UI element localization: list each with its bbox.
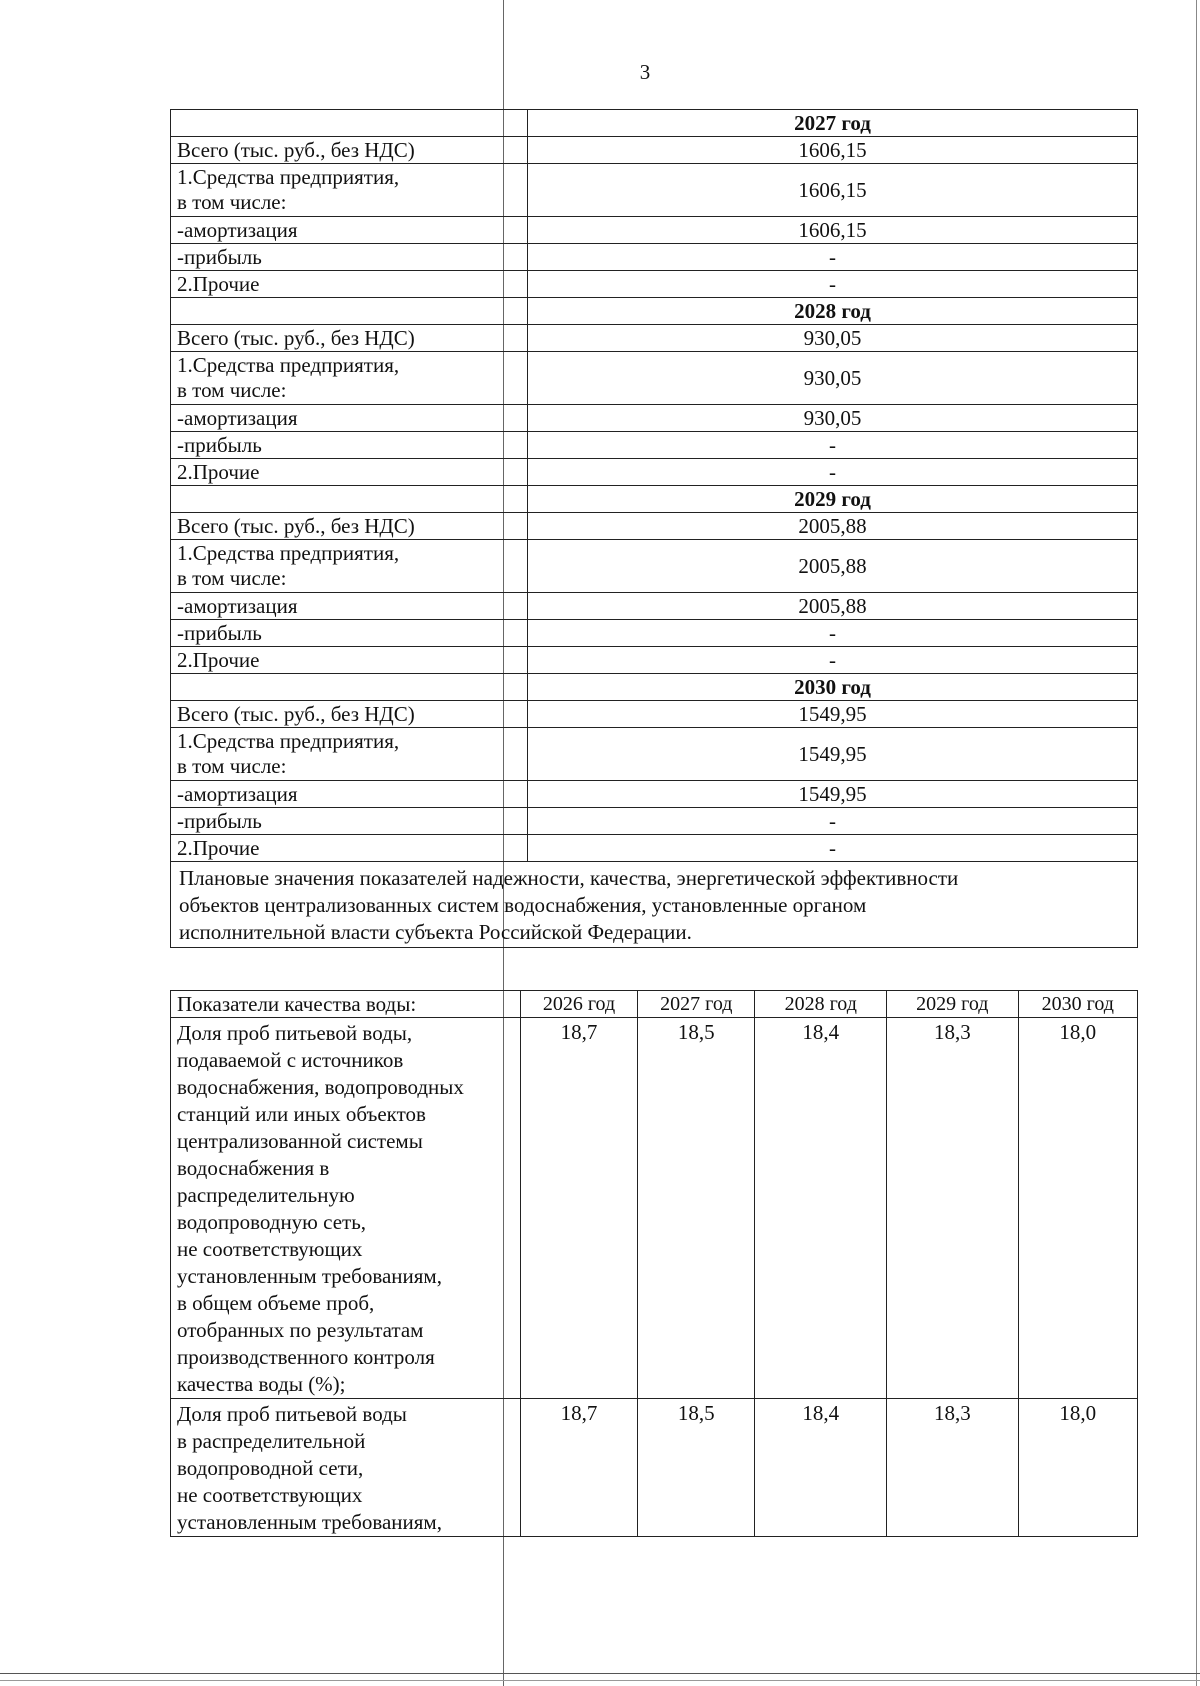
year-header-row [171, 486, 1138, 513]
financing-label-line: -амортизация [177, 217, 298, 242]
financing-value: - [528, 808, 1138, 835]
financing-row [171, 325, 1138, 352]
note-line: исполнительной власти субъекта Российской Федерации. [179, 920, 692, 944]
financing-row [171, 271, 1138, 298]
financing-label [171, 164, 528, 217]
financing-label [171, 593, 528, 620]
quality-value: 18,3 [887, 1399, 1019, 1537]
financing-label-line: 2.Прочие [177, 271, 260, 296]
financing-label [171, 808, 528, 835]
financing-row [171, 459, 1138, 486]
financing-value: - [528, 620, 1138, 647]
financing-table [170, 109, 1138, 948]
financing-label-line: -амортизация [177, 405, 298, 430]
financing-value: - [528, 647, 1138, 674]
financing-row [171, 835, 1138, 862]
financing-value: 2005,88 [528, 593, 1138, 620]
quality-value: 18,7 [520, 1018, 637, 1399]
financing-row [171, 701, 1138, 728]
financing-label-line: Всего (тыс. руб., без НДС) [177, 137, 415, 162]
year-header-blank [171, 298, 528, 325]
financing-value: - [528, 459, 1138, 486]
financing-label [171, 352, 528, 405]
quality-description-line: водоснабжения в [177, 1156, 330, 1180]
financing-row [171, 808, 1138, 835]
quality-description [171, 1399, 521, 1537]
financing-label [171, 459, 528, 486]
note-row [171, 862, 1138, 948]
financing-value: 930,05 [528, 352, 1138, 405]
year-header-blank [171, 674, 528, 701]
financing-row [171, 244, 1138, 271]
financing-row [171, 620, 1138, 647]
quality-year-header: 2026 год [520, 991, 637, 1018]
financing-value: 1549,95 [528, 781, 1138, 808]
quality-description [171, 1018, 521, 1399]
year-header-row [171, 298, 1138, 325]
financing-row [171, 164, 1138, 217]
financing-label-line: 1.Средства предприятия, [177, 165, 400, 189]
quality-description-line: производственного контроля [177, 1345, 435, 1369]
financing-label [171, 701, 528, 728]
quality-year-header: 2027 год [638, 991, 755, 1018]
financing-label [171, 271, 528, 298]
quality-value: 18,0 [1018, 1399, 1137, 1537]
financing-value: 2005,88 [528, 513, 1138, 540]
financing-label-line: 1.Средства предприятия, [177, 541, 400, 565]
quality-value: 18,4 [755, 1399, 887, 1537]
year-header: 2027 год [528, 110, 1138, 137]
quality-description-line: не соответствующих [177, 1483, 363, 1507]
financing-value: 930,05 [528, 405, 1138, 432]
financing-value: - [528, 244, 1138, 271]
financing-label-line: 2.Прочие [177, 459, 260, 484]
financing-label-line: в том числе: [177, 754, 287, 778]
financing-label-line: в том числе: [177, 566, 287, 590]
financing-label-line: 2.Прочие [177, 647, 260, 672]
financing-label [171, 217, 528, 244]
financing-label-line: Всего (тыс. руб., без НДС) [177, 325, 415, 350]
financing-value: 1549,95 [528, 728, 1138, 781]
financing-label-line: Всего (тыс. руб., без НДС) [177, 701, 415, 726]
quality-description-line: установленным требованиям, [177, 1510, 442, 1534]
financing-value: 2005,88 [528, 540, 1138, 593]
quality-description-line: в распределительной [177, 1429, 366, 1453]
financing-row [171, 405, 1138, 432]
financing-label-line: -амортизация [177, 781, 298, 806]
financing-value: - [528, 835, 1138, 862]
quality-description-line: в общем объеме проб, [177, 1291, 375, 1315]
financing-row [171, 513, 1138, 540]
financing-label [171, 325, 528, 352]
page-number: 3 [639, 60, 651, 84]
financing-row [171, 728, 1138, 781]
quality-header-label: Показатели качества воды: [171, 991, 521, 1018]
scan-edge-line [1196, 0, 1197, 1686]
financing-value: - [528, 271, 1138, 298]
financing-label [171, 781, 528, 808]
financing-row [171, 352, 1138, 405]
scan-bottom-line [0, 1673, 1200, 1674]
financing-label-line: -прибыль [177, 432, 262, 457]
financing-value: 1606,15 [528, 217, 1138, 244]
financing-label [171, 432, 528, 459]
financing-label [171, 513, 528, 540]
financing-label-line: 2.Прочие [177, 835, 260, 860]
financing-label-line: Всего (тыс. руб., без НДС) [177, 513, 415, 538]
quality-description-line: распределительную [177, 1183, 355, 1207]
financing-label-line: 1.Средства предприятия, [177, 729, 400, 753]
financing-label [171, 244, 528, 271]
quality-value: 18,7 [520, 1399, 637, 1537]
quality-value: 18,0 [1018, 1018, 1137, 1399]
quality-year-header: 2028 год [755, 991, 887, 1018]
year-header-blank [171, 110, 528, 137]
quality-row [171, 1399, 1138, 1537]
financing-row [171, 137, 1138, 164]
year-header-blank [171, 486, 528, 513]
quality-description-line: станций или иных объектов [177, 1102, 426, 1126]
financing-label-line: -прибыль [177, 244, 262, 269]
quality-description-line: водопроводной сети, [177, 1456, 364, 1480]
quality-description-line: качества воды (%); [177, 1372, 346, 1396]
financing-label-line: в том числе: [177, 190, 287, 214]
financing-label-line: 1.Средства предприятия, [177, 353, 400, 377]
financing-label [171, 540, 528, 593]
quality-description-line: Доля проб питьевой воды, [177, 1021, 413, 1045]
quality-row [171, 1018, 1138, 1399]
financing-row [171, 647, 1138, 674]
year-header: 2030 год [528, 674, 1138, 701]
financing-label-line: -прибыль [177, 808, 262, 833]
financing-label [171, 620, 528, 647]
financing-label [171, 405, 528, 432]
note-text [171, 862, 1138, 948]
note-line: Плановые значения показателей надежности, качества, энергетической эффективности [179, 866, 959, 890]
financing-row [171, 217, 1138, 244]
quality-header-row [171, 991, 1138, 1018]
quality-description-line: установленным требованиям, [177, 1264, 442, 1288]
quality-description-line: централизованной системы [177, 1129, 423, 1153]
financing-value: - [528, 432, 1138, 459]
financing-label-line: в том числе: [177, 378, 287, 402]
financing-row [171, 781, 1138, 808]
quality-value: 18,4 [755, 1018, 887, 1399]
note-line: объектов централизованных систем водоснабжения, установленные органом [179, 893, 867, 917]
quality-description-line: подаваемой с источников [177, 1048, 404, 1072]
quality-description-line: водоснабжения, водопроводных [177, 1075, 464, 1099]
scan-bottom-line-2 [0, 1680, 1200, 1681]
financing-label [171, 728, 528, 781]
quality-description-line: водопроводную сеть, [177, 1210, 367, 1234]
quality-description-line: отобранных по результатам [177, 1318, 424, 1342]
financing-value: 1606,15 [528, 137, 1138, 164]
quality-description-line: не соответствующих [177, 1237, 363, 1261]
quality-indicators-table [170, 990, 1138, 1537]
financing-label [171, 647, 528, 674]
financing-label [171, 835, 528, 862]
financing-row [171, 432, 1138, 459]
quality-year-header: 2030 год [1018, 991, 1137, 1018]
financing-label-line: -прибыль [177, 620, 262, 645]
quality-description-line: Доля проб питьевой воды [177, 1402, 407, 1426]
year-header: 2029 год [528, 486, 1138, 513]
quality-value: 18,5 [638, 1018, 755, 1399]
financing-row [171, 593, 1138, 620]
year-header: 2028 год [528, 298, 1138, 325]
financing-value: 1549,95 [528, 701, 1138, 728]
quality-value: 18,3 [887, 1018, 1019, 1399]
quality-year-header: 2029 год [887, 991, 1019, 1018]
financing-label [171, 137, 528, 164]
year-header-row [171, 110, 1138, 137]
quality-value: 18,5 [638, 1399, 755, 1537]
year-header-row [171, 674, 1138, 701]
financing-value: 1606,15 [528, 164, 1138, 217]
financing-value: 930,05 [528, 325, 1138, 352]
financing-row [171, 540, 1138, 593]
financing-label-line: -амортизация [177, 593, 298, 618]
